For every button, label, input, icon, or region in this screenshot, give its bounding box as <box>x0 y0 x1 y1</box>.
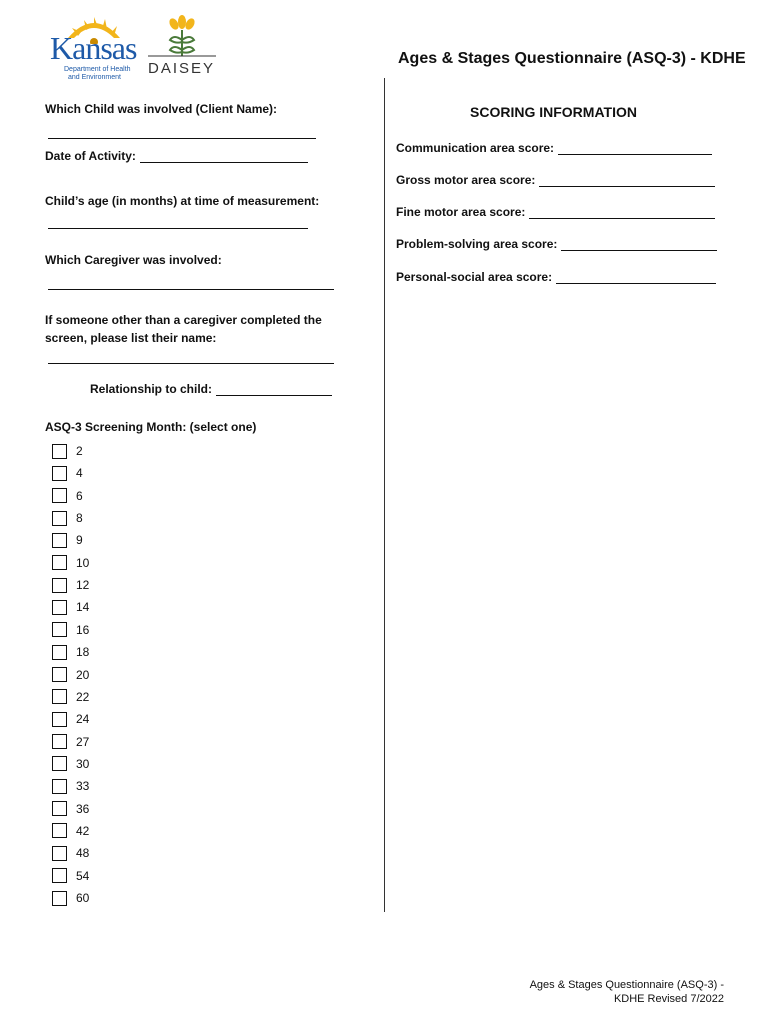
month-option[interactable] <box>52 597 89 617</box>
gross-motor-score-field[interactable] <box>539 175 715 187</box>
child-age-label: Child’s age (in months) at time of measurement: <box>45 194 320 208</box>
kansas-logo <box>48 14 140 80</box>
problem-solving-score-row <box>396 237 717 251</box>
month-option[interactable] <box>52 486 83 506</box>
month-option-label: 42 <box>76 823 90 838</box>
month-option-label: 12 <box>76 578 90 593</box>
month-option[interactable] <box>52 821 89 841</box>
kansas-wordmark: Kansas <box>50 30 137 66</box>
personal-social-score-row <box>396 270 716 284</box>
daisy-flower-icon <box>146 12 218 58</box>
month-option[interactable] <box>52 463 83 483</box>
page-title: Ages & Stages Questionnaire (ASQ-3) - KDHE <box>398 50 746 67</box>
other-person-field[interactable] <box>48 363 334 364</box>
month-checkbox[interactable] <box>52 868 67 883</box>
month-option-label: 6 <box>76 488 83 503</box>
month-checkbox[interactable] <box>52 891 67 906</box>
month-checkbox[interactable] <box>52 756 67 771</box>
fine-motor-score-row <box>396 205 715 219</box>
month-option-label: 27 <box>76 734 90 749</box>
relationship-label <box>90 382 332 396</box>
month-option-label: 60 <box>76 891 90 905</box>
caregiver-label: Which Caregiver was involved: <box>45 253 222 267</box>
month-checkbox[interactable] <box>52 488 67 503</box>
month-option-label: 20 <box>76 667 90 682</box>
month-checkbox[interactable] <box>52 712 67 727</box>
month-option-label: 4 <box>76 466 83 481</box>
month-option[interactable] <box>52 620 89 640</box>
month-option-label: 14 <box>76 600 90 615</box>
month-option[interactable] <box>52 866 89 886</box>
month-checkbox[interactable] <box>52 466 67 481</box>
month-checkbox[interactable] <box>52 578 67 593</box>
problem-solving-score-label: Problem-solving area score: <box>396 237 558 251</box>
month-option[interactable] <box>52 553 89 573</box>
communication-score-field[interactable] <box>558 143 712 155</box>
footer-line2: KDHE Revised 7/2022 <box>613 993 724 1005</box>
relationship-field[interactable] <box>216 384 332 396</box>
month-option-label: 2 <box>76 444 83 458</box>
month-checkbox[interactable] <box>52 444 67 459</box>
child-name-label: Which Child was involved (Client Name): <box>45 102 278 116</box>
month-option[interactable] <box>52 687 89 707</box>
communication-score-label: Communication area score: <box>396 141 555 155</box>
column-divider <box>384 78 385 912</box>
month-option-label: 36 <box>76 801 90 816</box>
date-of-activity-label <box>45 149 308 163</box>
month-option[interactable] <box>52 642 89 662</box>
kansas-subtitle-1: Department of Health <box>64 66 131 73</box>
date-of-activity-field[interactable] <box>140 151 308 163</box>
month-option[interactable] <box>52 754 89 774</box>
personal-social-score-field[interactable] <box>556 272 716 284</box>
month-checkbox[interactable] <box>52 846 67 861</box>
month-option-label: 54 <box>76 868 90 883</box>
screening-month-label: ASQ-3 Screening Month: (select one) <box>45 420 257 434</box>
month-option-label: 8 <box>76 511 83 526</box>
month-option[interactable] <box>52 441 83 461</box>
month-option[interactable] <box>52 530 83 550</box>
month-checkbox[interactable] <box>52 533 67 548</box>
caregiver-field[interactable] <box>48 289 334 290</box>
gross-motor-score-row <box>396 173 715 187</box>
kansas-subtitle-2: and Environment <box>68 74 121 81</box>
month-option[interactable] <box>52 508 83 528</box>
month-checkbox[interactable] <box>52 600 67 615</box>
month-option[interactable] <box>52 709 89 729</box>
gross-motor-score-label: Gross motor area score: <box>396 173 536 187</box>
month-checkbox[interactable] <box>52 823 67 838</box>
personal-social-score-label: Personal-social area score: <box>396 270 553 284</box>
problem-solving-score-field[interactable] <box>561 239 717 251</box>
month-checkbox[interactable] <box>52 645 67 660</box>
month-option-label: 18 <box>76 645 90 660</box>
child-name-field[interactable] <box>48 138 316 139</box>
month-option[interactable] <box>52 776 89 796</box>
fine-motor-score-field[interactable] <box>529 207 715 219</box>
month-option[interactable] <box>52 843 89 863</box>
month-option-label: 24 <box>76 712 90 727</box>
month-option[interactable] <box>52 799 89 819</box>
month-checkbox[interactable] <box>52 622 67 637</box>
date-of-activity-text: Date of Activity: <box>45 149 136 163</box>
month-option[interactable] <box>52 888 89 908</box>
month-checkbox[interactable] <box>52 779 67 794</box>
month-option-label: 48 <box>76 846 90 861</box>
month-option-label: 16 <box>76 622 90 637</box>
month-checkbox[interactable] <box>52 689 67 704</box>
month-checkbox[interactable] <box>52 555 67 570</box>
month-option-label: 33 <box>76 779 90 794</box>
relationship-text: Relationship to child: <box>90 382 212 396</box>
child-age-field[interactable] <box>48 228 308 229</box>
footer-line1: Ages & Stages Questionnaire (ASQ-3) - <box>529 979 724 991</box>
month-option[interactable] <box>52 575 89 595</box>
scoring-title: SCORING INFORMATION <box>470 104 637 120</box>
month-option-label: 30 <box>76 756 90 771</box>
month-option[interactable] <box>52 732 89 752</box>
month-option-label: 10 <box>76 555 90 570</box>
month-checkbox[interactable] <box>52 801 67 816</box>
month-checkbox[interactable] <box>52 734 67 749</box>
month-option-label: 22 <box>76 689 90 704</box>
month-checkbox[interactable] <box>52 511 67 526</box>
daisey-logo <box>146 12 218 78</box>
month-checkbox[interactable] <box>52 667 67 682</box>
month-option[interactable] <box>52 665 89 685</box>
communication-score-row <box>396 141 712 155</box>
fine-motor-score-label: Fine motor area score: <box>396 205 526 219</box>
daisey-wordmark: DAISEY <box>148 60 216 77</box>
other-person-label-line1: If someone other than a caregiver completed the <box>45 313 322 327</box>
other-person-label-line2: screen, please list their name: <box>45 331 217 345</box>
month-option-label: 9 <box>76 533 83 548</box>
